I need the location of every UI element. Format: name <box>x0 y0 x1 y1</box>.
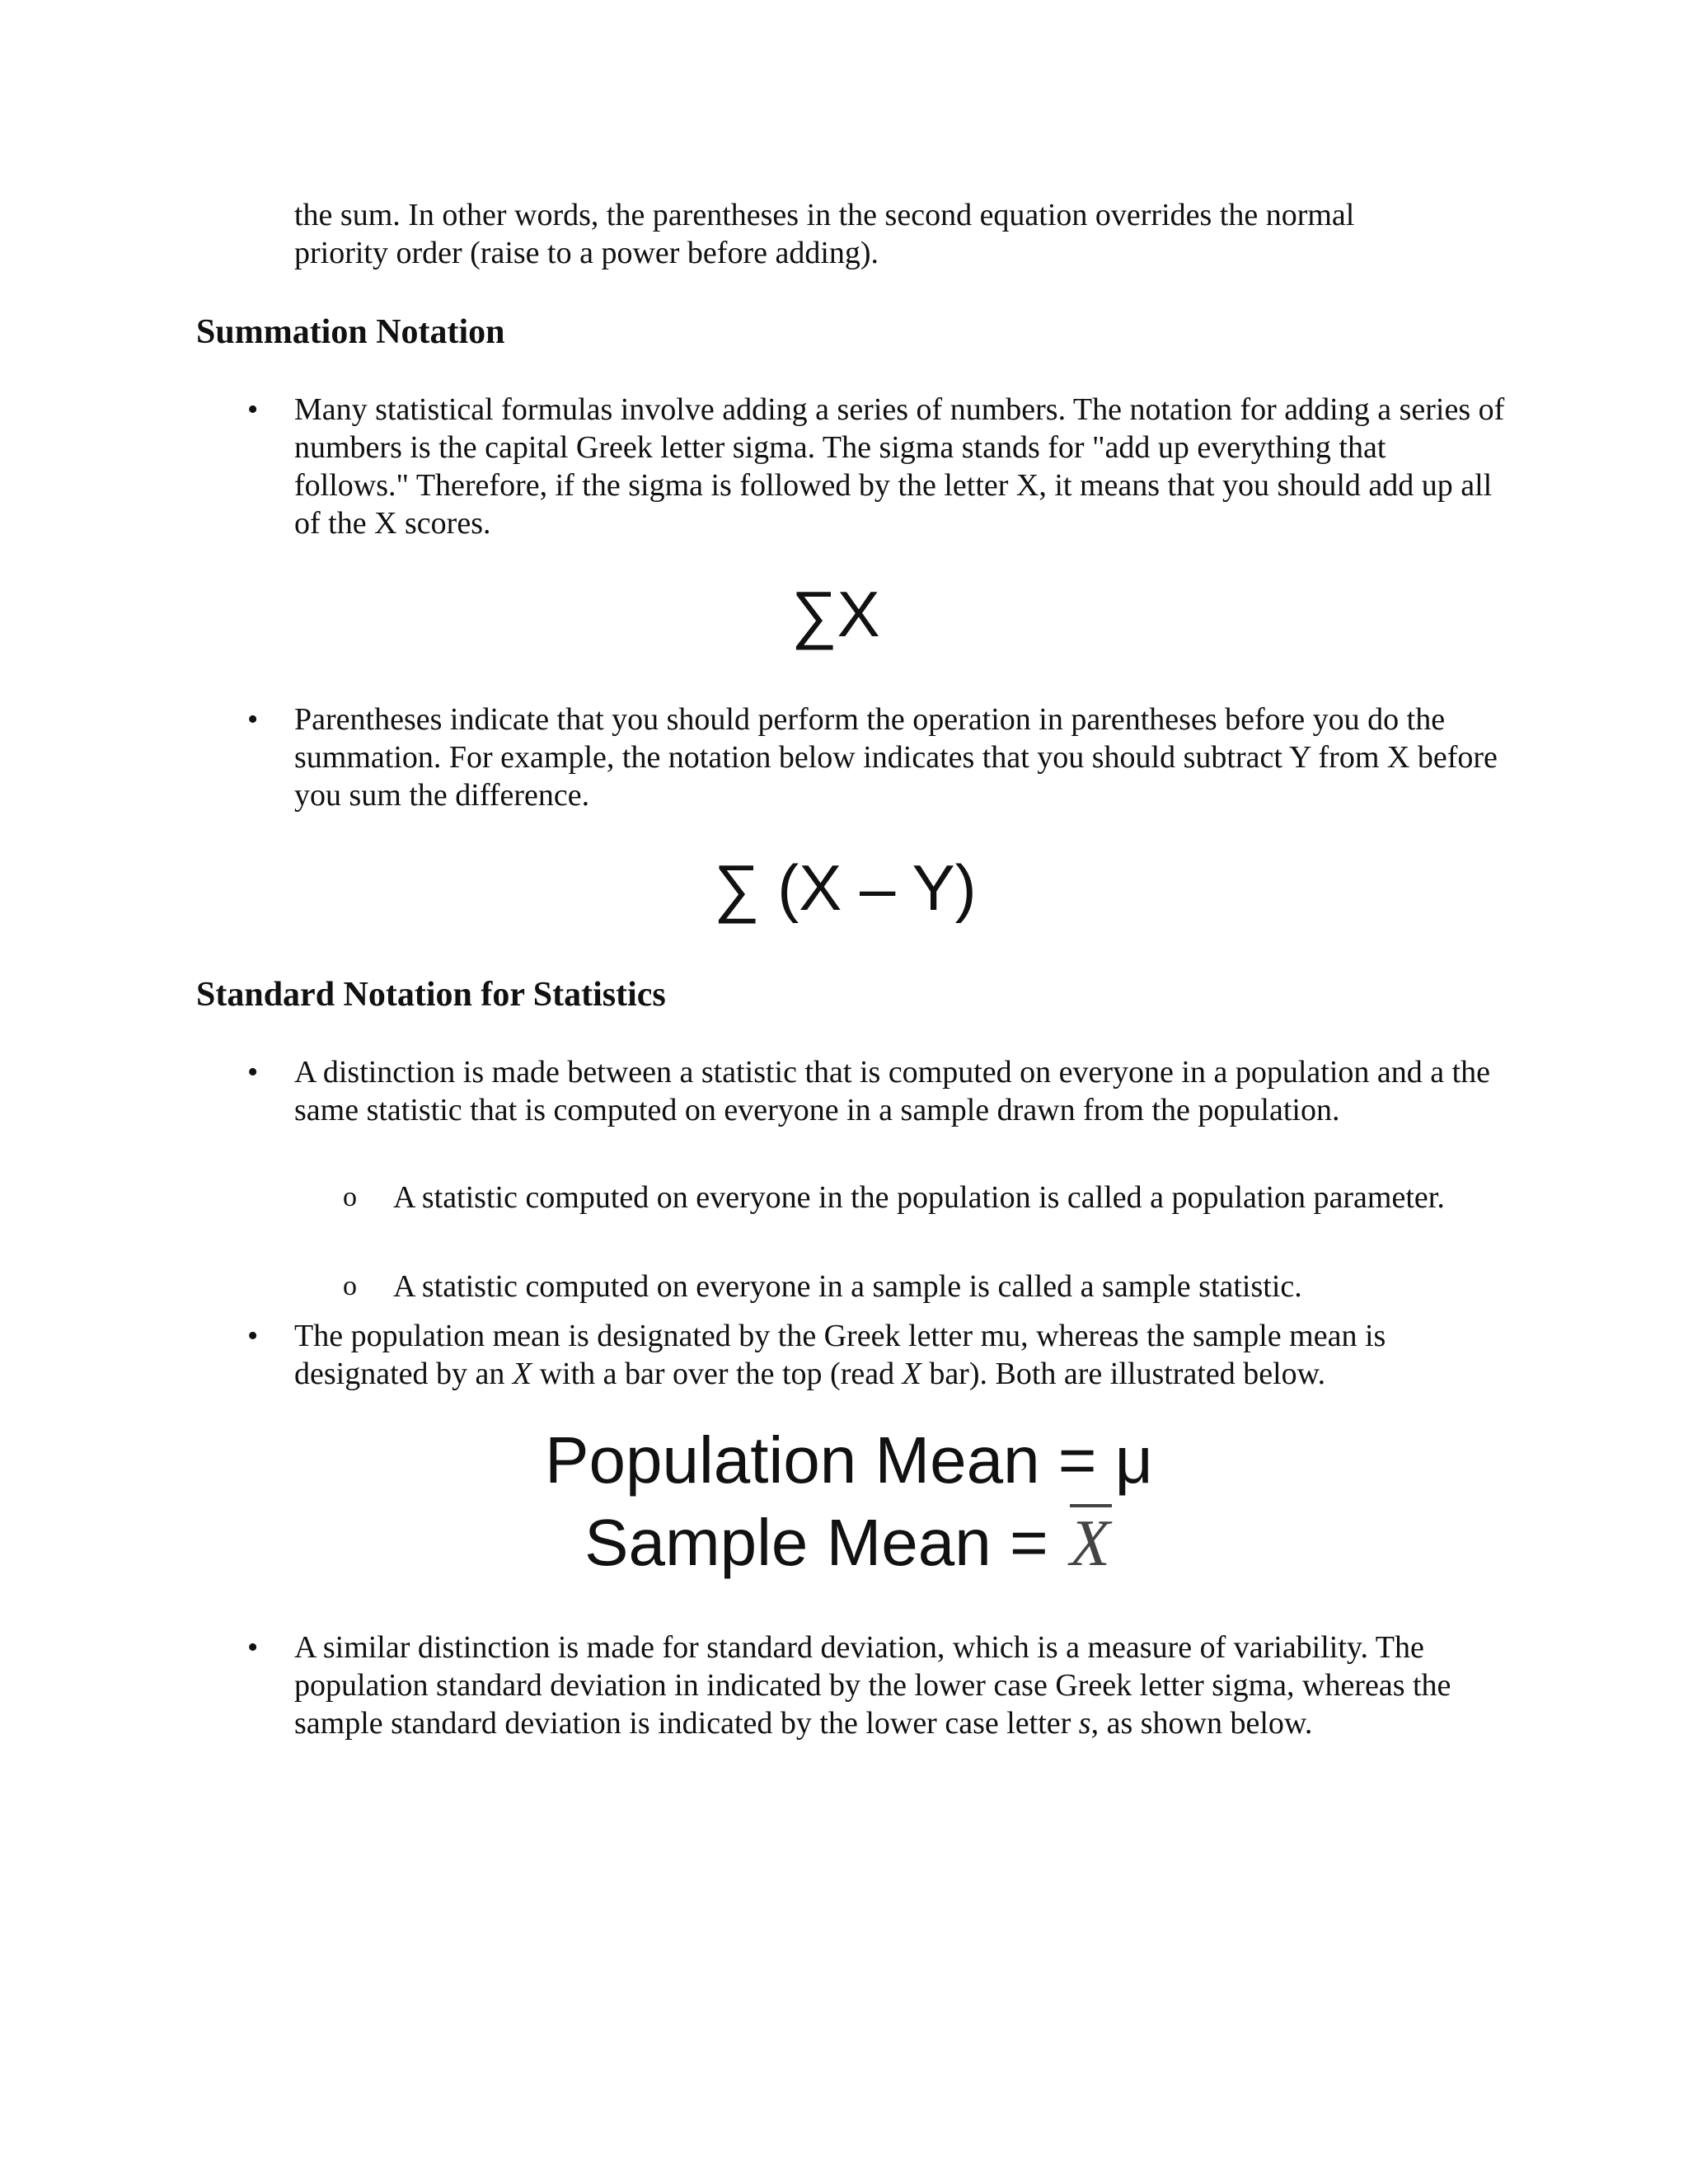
standard-bullet-2 <box>247 1317 1506 1393</box>
standard-sub-bullet-1-text: A statistic computed on everyone in the population is called a population parameter. <box>393 1180 1445 1215</box>
standard-bullet-3-text-a: A similar distinction is made for standard deviation, which is a measure of variability. The population standard deviation in indicated by the lower case Greek letter sigma, whereas the sample standard deviation is indicated by the lower case letter <box>294 1630 1451 1741</box>
bullet-marker: • <box>247 1055 259 1090</box>
standard-sub-bullet-1 <box>343 1179 1481 1216</box>
continuation-line-1: the sum. In other words, the parentheses in the second equation overrides the normal <box>294 198 1355 232</box>
sigma-x-formula: ∑X <box>791 578 880 650</box>
sigma-x-minus-y-formula: ∑ (X – Y) <box>714 851 977 924</box>
summation-bullet-2 <box>247 701 1506 814</box>
standard-sub-bullet-2-text: A statistic computed on everyone in a sample is called a sample statistic. <box>393 1269 1302 1304</box>
standard-bullet-3-text-b: , as shown below. <box>1090 1706 1313 1741</box>
bullet-marker: • <box>247 1630 259 1665</box>
standard-sub-bullet-2 <box>343 1268 1481 1305</box>
x-bar-symbol: X <box>1067 1502 1114 1585</box>
s-italic-symbol: s <box>1078 1706 1091 1741</box>
standard-bullet-2-text-c: bar). Both are illustrated below. <box>921 1357 1326 1391</box>
sub-bullet-marker: o <box>343 1271 357 1301</box>
standard-bullet-2-text-a: The population mean is designated by the Greek letter mu, whereas the sample mean is designated by an <box>294 1319 1386 1391</box>
continuation-line-2: priority order (raise to a power before adding). <box>294 236 879 270</box>
population-mean-formula: Population Mean = μ <box>545 1423 1153 1497</box>
summation-bullet-1-text: Many statistical formulas involve adding a series of numbers. The notation for adding a series of numbers is the capital Greek letter sigma. The sigma stands for "add up everything that follows." Therefore, if the sigma is followed by the letter X, it means that you should add up all of the X scores. <box>294 392 1505 541</box>
standard-bullet-1-text: A distinction is made between a statistic that is computed on everyone in a population and a the same statistic that is computed on everyone in a sample drawn from the population. <box>294 1055 1491 1127</box>
bullet-marker: • <box>247 1319 259 1353</box>
sample-mean-label: Sample Mean = <box>584 1506 1067 1579</box>
bullet-marker: • <box>247 702 259 737</box>
standard-bullet-2-text-b: with a bar over the top (read <box>532 1357 903 1391</box>
x-italic-symbol: X <box>512 1357 532 1391</box>
sample-mean-formula <box>495 1502 1203 1585</box>
bullet-marker: • <box>247 392 259 427</box>
sub-bullet-marker: o <box>343 1182 357 1212</box>
summation-heading: Summation Notation <box>196 313 505 351</box>
standard-notation-heading: Standard Notation for Statistics <box>196 976 666 1014</box>
mean-notation-formula <box>495 1419 1203 1585</box>
summation-bullet-2-text: Parentheses indicate that you should perform the operation in parentheses before you do the summation. For example, the notation below indicates that you should subtract Y from X before you sum the difference. <box>294 702 1498 813</box>
x-italic-symbol: X <box>902 1357 921 1391</box>
continuation-paragraph <box>294 196 1489 272</box>
summation-bullet-1 <box>247 391 1506 542</box>
standard-bullet-1 <box>247 1053 1506 1129</box>
standard-bullet-3 <box>247 1629 1506 1742</box>
